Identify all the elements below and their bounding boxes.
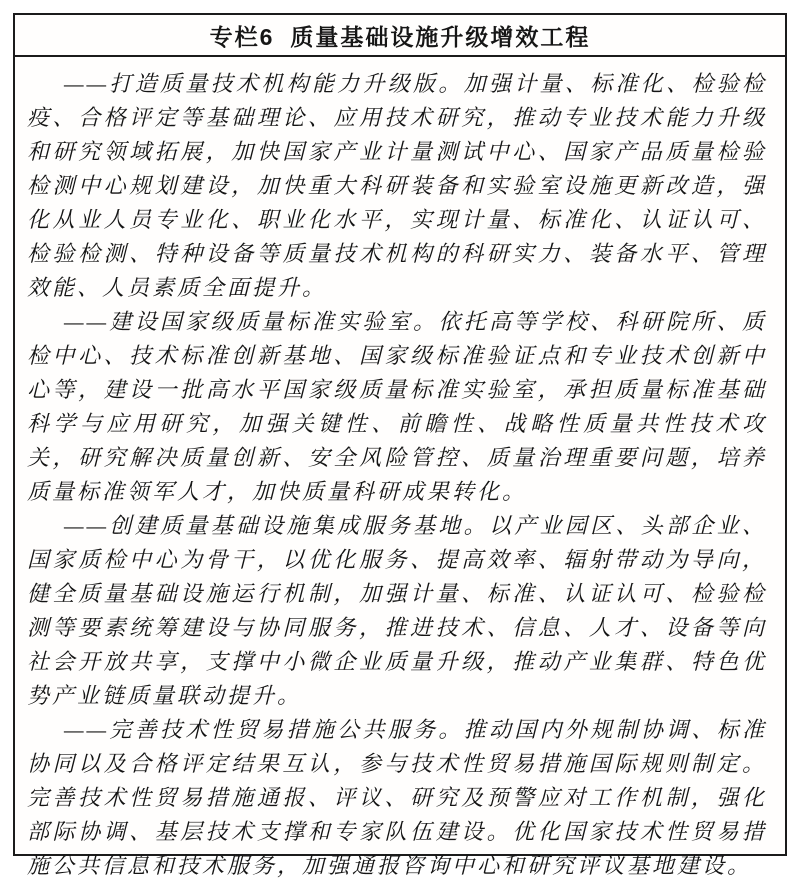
panel-label: 专栏6 bbox=[209, 23, 275, 50]
paragraph-2: ——建设国家级质量标准实验室。依托高等学校、科研院所、质检中心、技术标准创新基地、国家级标准验证点和专业技术创新中心等，建设一批高水平国家级质量标准实验室，承担质量标准基础科学与应用研究，加强关键性、前瞻性、战略性质量共性技术攻关，研究解决质量创新、安全风险管控、质量治理重要问题，培养质量标准领军人才，加快质量科研成果转化。 bbox=[27, 309, 767, 504]
panel-header bbox=[15, 15, 785, 57]
paragraph-3: ——创建质量基础设施集成服务基地。以产业园区、头部企业、国家质检中心为骨干，以优化服务、提高效率、辐射带动为导向，健全质量基础设施运行机制，加强计量、标准、认证认可、检验检测等要素统筹建设与协同服务，推进技术、信息、人才、设备等向社会开放共享，支撑中小微企业质量升级，推动产业集群、特色优势产业链质量联动提升。 bbox=[27, 513, 767, 708]
panel-title bbox=[210, 19, 591, 52]
document-panel bbox=[13, 13, 787, 878]
panel-body bbox=[15, 57, 785, 883]
panel-title-text: 质量基础设施升级增效工程 bbox=[290, 23, 591, 50]
paragraph-4: ——完善技术性贸易措施公共服务。推动国内外规制协调、标准协同以及合格评定结果互认，参与技术性贸易措施国际规则制定。完善技术性贸易措施通报、评议、研究及预警应对工作机制，强化部际协调、基层技术支撑和专家队伍建设。优化国家技术性贸易措施公共信息和技术服务，加强通报咨询中心和研究评议基地建设。 bbox=[27, 717, 767, 878]
paragraph-1: ——打造质量技术机构能力升级版。加强计量、标准化、检验检疫、合格评定等基础理论、应用技术研究，推动专业技术能力升级和研究领域拓展，加快国家产业计量测试中心、国家产品质量检验检测中心规划建设，加快重大科研装备和实验室设施更新改造，强化从业人员专业化、职业化水平，实现计量、标准化、认证认可、检验检测、特种设备等质量技术机构的科研实力、装备水平、管理效能、人员素质全面提升。 bbox=[27, 71, 767, 300]
